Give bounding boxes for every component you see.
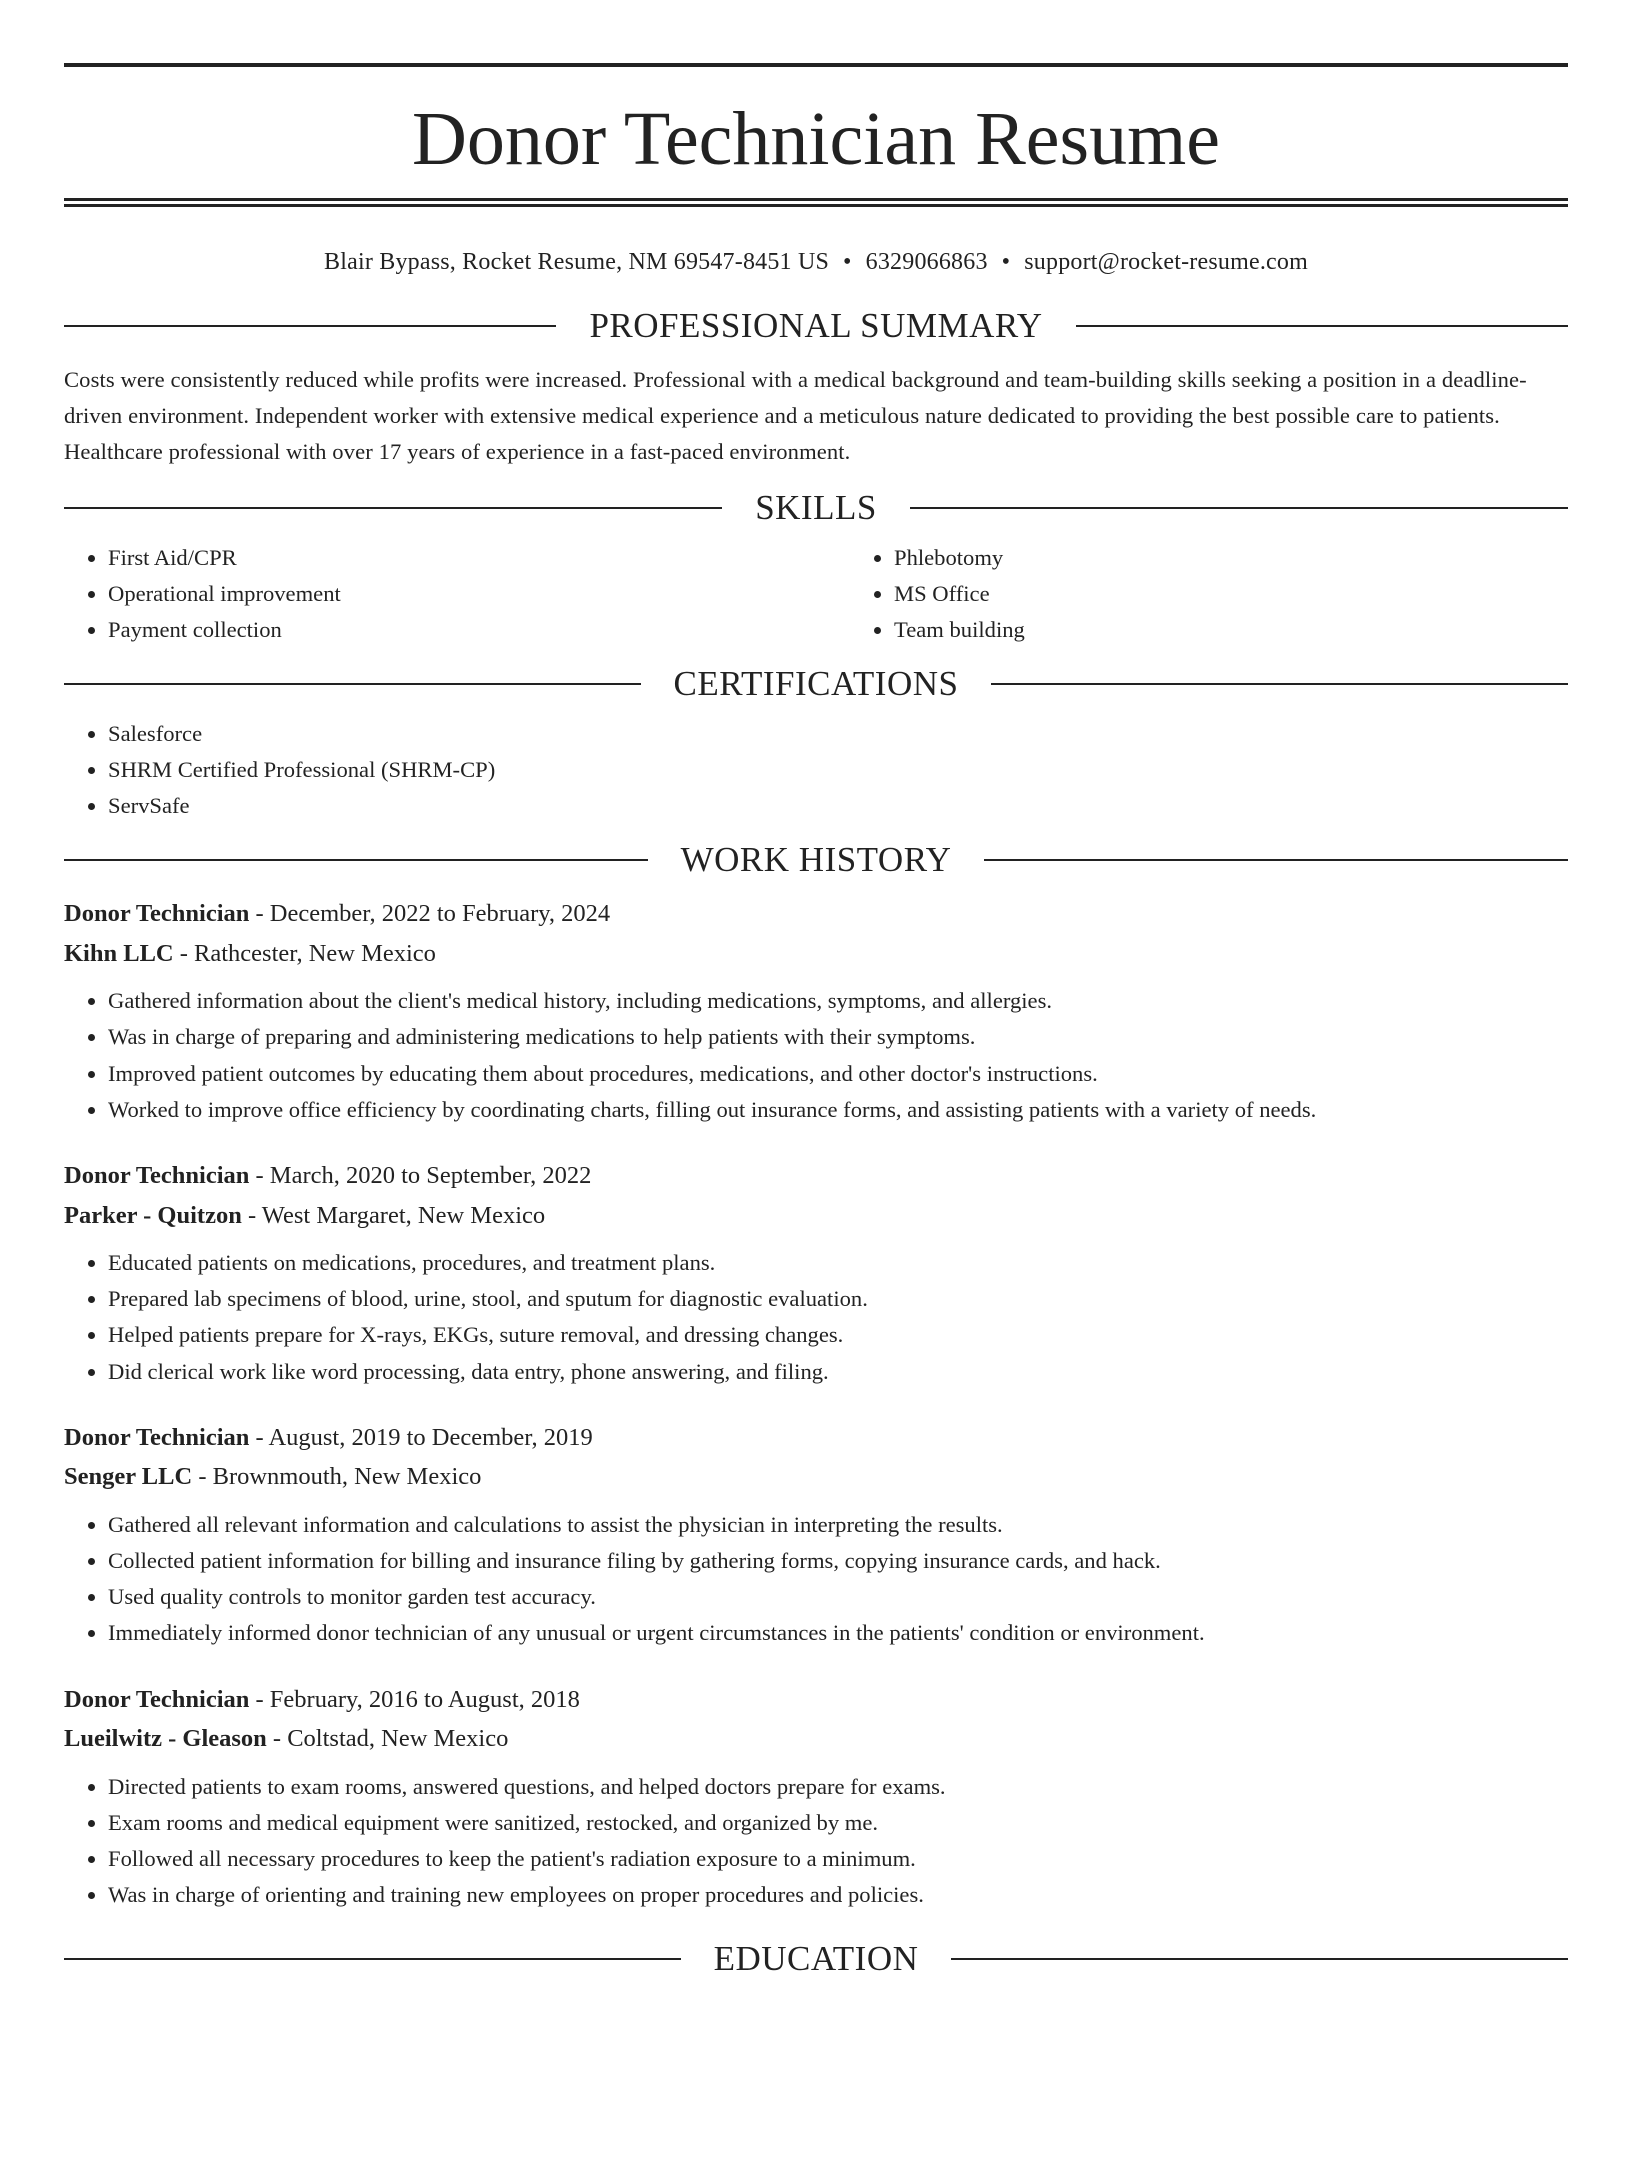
- certifications-heading: CERTIFICATIONS: [673, 663, 959, 703]
- certifications-section-heading: [64, 662, 1568, 706]
- skills-list: [64, 540, 1568, 649]
- heading-rule: [64, 683, 641, 685]
- skill-item: • Payment collection: [108, 612, 850, 648]
- job-entry: [64, 1418, 1568, 1652]
- heading-rule: [64, 507, 722, 509]
- certifications-list: [64, 716, 1568, 825]
- job-bullet: • Was in charge of preparing and administering medications to help patients with their symptoms.: [108, 1019, 1568, 1055]
- heading-rule: [1076, 325, 1568, 327]
- certification-item: • SHRM Certified Professional (SHRM-CP): [108, 752, 1568, 788]
- work-history: [64, 894, 1568, 1913]
- title-double-rule: [64, 198, 1568, 207]
- heading-rule: [64, 325, 556, 327]
- job-bullet: • Used quality controls to monitor garden test accuracy.: [108, 1579, 1568, 1615]
- job-company-line: [64, 1719, 1568, 1759]
- heading-rule: [64, 1958, 681, 1960]
- job-bullet: • Worked to improve office efficiency by coordinating charts, filling out insurance forms, and assisting patients with a variety of needs.: [108, 1092, 1568, 1128]
- skills-section-heading: [64, 486, 1568, 530]
- job-bullet: • Gathered all relevant information and calculations to assist the physician in interpreting the results.: [108, 1507, 1568, 1543]
- certification-item: • ServSafe: [108, 788, 1568, 824]
- resume-page: [0, 63, 1632, 2175]
- job-company: Parker - Quitzon: [64, 1201, 242, 1229]
- job-dates: - March, 2020 to September, 2022: [249, 1162, 592, 1190]
- contact-address: Blair Bypass, Rocket Resume, NM 69547-8451 US: [324, 249, 830, 275]
- skills-heading: SKILLS: [755, 488, 877, 527]
- skill-item: • Operational improvement: [108, 576, 850, 612]
- contact-separator: •: [1001, 249, 1011, 275]
- job-company: Kihn LLC: [64, 939, 174, 967]
- job-bullets: [64, 1245, 1568, 1390]
- contact-email[interactable]: support@rocket-resume.com: [1024, 249, 1308, 275]
- job-bullet: • Gathered information about the client's medical history, including medications, symptoms, and allergies.: [108, 983, 1568, 1019]
- skill-item: • Phlebotomy: [894, 540, 1025, 576]
- job-bullets: [64, 1769, 1568, 1914]
- job-location: - Brownmouth, New Mexico: [192, 1463, 482, 1491]
- job-title-line: [64, 1418, 1568, 1458]
- resume-title: Donor Technician Resume: [412, 97, 1220, 181]
- skill-item: • MS Office: [894, 576, 1025, 612]
- job-dates: - February, 2016 to August, 2018: [249, 1685, 580, 1713]
- job-bullet: • Improved patient outcomes by educating them about procedures, medications, and other doctor's instructions.: [108, 1056, 1568, 1092]
- top-rule: [64, 63, 1568, 67]
- job-company-line: [64, 934, 1568, 974]
- heading-rule: [64, 859, 648, 861]
- job-bullets: [64, 983, 1568, 1128]
- job-location: - Rathcester, New Mexico: [173, 939, 436, 967]
- job-bullet: • Followed all necessary procedures to keep the patient's radiation exposure to a minimum.: [108, 1841, 1568, 1877]
- job-location: - West Margaret, New Mexico: [241, 1201, 546, 1229]
- job-company: Lueilwitz - Gleason: [64, 1725, 267, 1753]
- job-bullet: • Educated patients on medications, procedures, and treatment plans.: [108, 1245, 1568, 1281]
- job-title: Donor Technician: [64, 1162, 250, 1190]
- job-company: Senger LLC: [64, 1463, 193, 1491]
- skill-item: • Team building: [894, 612, 1025, 648]
- heading-rule: [910, 507, 1568, 509]
- job-title-line: [64, 894, 1568, 934]
- job-bullet: • Was in charge of orienting and training new employees on proper procedures and policies.: [108, 1877, 1568, 1913]
- job-bullet: • Exam rooms and medical equipment were sanitized, restocked, and organized by me.: [108, 1805, 1568, 1841]
- work-heading: WORK HISTORY: [680, 840, 952, 880]
- job-title: Donor Technician: [64, 1685, 250, 1713]
- job-bullet: • Did clerical work like word processing, data entry, phone answering, and filing.: [108, 1354, 1568, 1390]
- certification-item: • Salesforce: [108, 716, 1568, 752]
- job-dates: - December, 2022 to February, 2024: [249, 900, 611, 928]
- education-section-heading: [64, 1937, 1568, 1981]
- summary-section-heading: [64, 304, 1568, 348]
- job-title-line: [64, 1156, 1568, 1196]
- work-section-heading: [64, 838, 1568, 882]
- job-title: Donor Technician: [64, 900, 250, 928]
- job-bullets: [64, 1507, 1568, 1652]
- summary-heading: PROFESSIONAL SUMMARY: [589, 306, 1043, 345]
- job-bullet: • Prepared lab specimens of blood, urine, stool, and sputum for diagnostic evaluation.: [108, 1281, 1568, 1317]
- heading-rule: [951, 1958, 1568, 1960]
- contact-phone: 6329066863: [865, 249, 988, 275]
- skills-column-right: [850, 540, 1025, 649]
- job-title: Donor Technician: [64, 1423, 250, 1451]
- summary-text: Costs were consistently reduced while profits were increased. Professional with a medical background and team-building skills seeking a position in a deadline-driven environment. Independent worker with extensive medical experience and a meticulous nature dedicated to providing the best possible care to patients. Healthcare professional with over 17 years of experience in a fast-paced environment.: [64, 367, 1527, 464]
- skill-item: • First Aid/CPR: [108, 540, 850, 576]
- job-entry: [64, 1680, 1568, 1914]
- job-location: - Coltstad, New Mexico: [266, 1725, 509, 1753]
- job-title-line: [64, 1680, 1568, 1720]
- education-heading: EDUCATION: [713, 1939, 919, 1979]
- job-company-line: [64, 1457, 1568, 1497]
- heading-rule: [991, 683, 1568, 685]
- job-dates: - August, 2019 to December, 2019: [249, 1423, 593, 1451]
- job-entry: [64, 894, 1568, 1128]
- skills-column-left: [64, 540, 850, 649]
- job-bullet: • Immediately informed donor technician of any unusual or urgent circumstances in the patients' condition or environment.: [108, 1615, 1568, 1651]
- contact-separator: •: [843, 249, 852, 275]
- heading-rule: [984, 859, 1568, 861]
- job-bullet: • Collected patient information for billing and insurance filing by gathering forms, copying insurance cards, and hack.: [108, 1543, 1568, 1579]
- job-entry: [64, 1156, 1568, 1390]
- job-bullet: • Directed patients to exam rooms, answered questions, and helped doctors prepare for exams.: [108, 1769, 1568, 1805]
- contact-line: [64, 248, 1568, 276]
- job-bullet: • Helped patients prepare for X-rays, EKGs, suture removal, and dressing changes.: [108, 1317, 1568, 1353]
- job-company-line: [64, 1196, 1568, 1236]
